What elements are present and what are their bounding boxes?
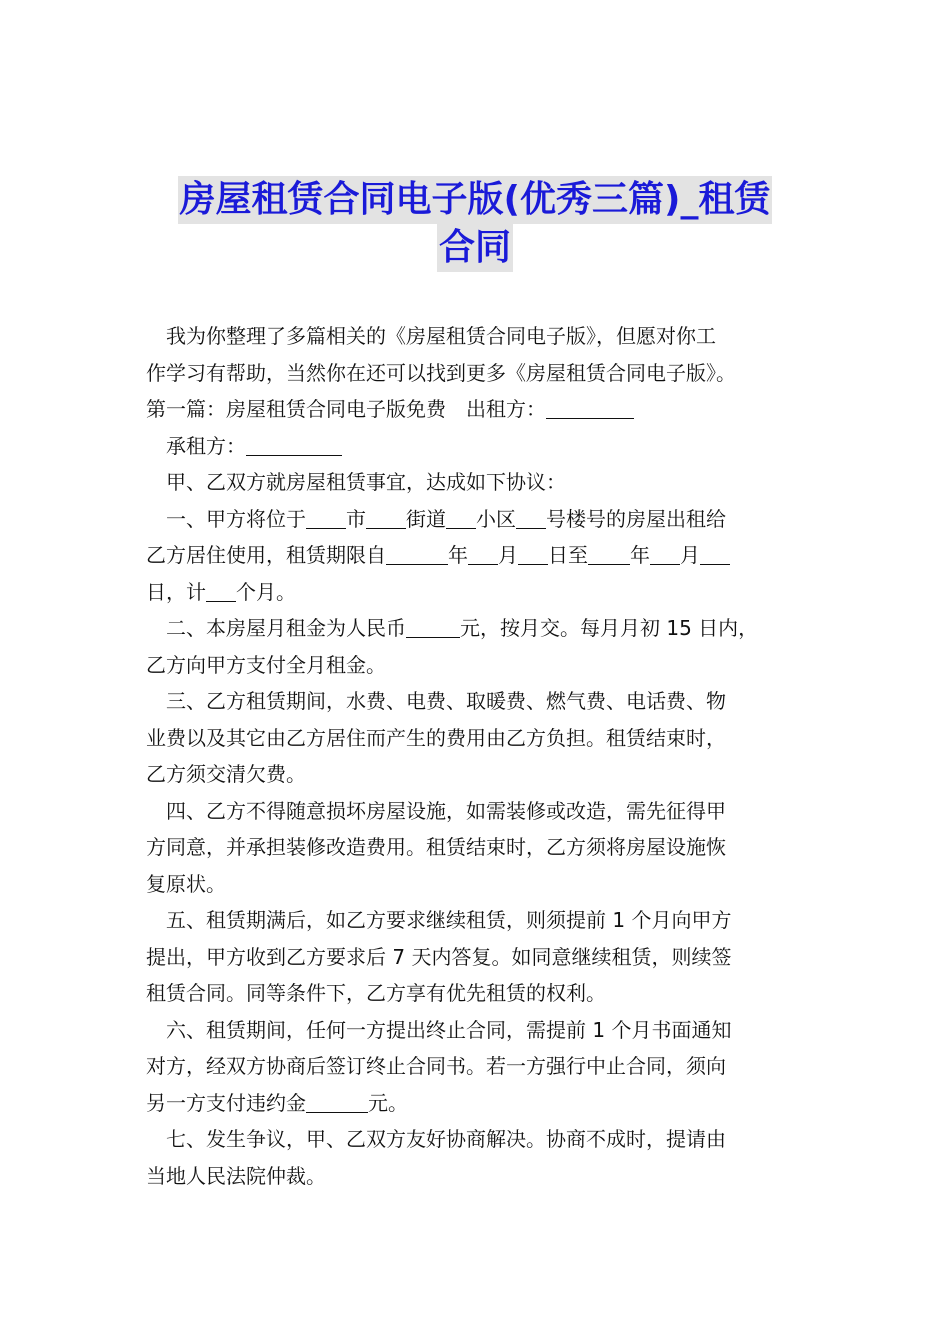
clause-1-text-i: 日至 [548,543,588,567]
months-blank[interactable] [206,579,236,602]
clause-2-line-2: 乙方向甲方支付全月租金。 [146,652,386,677]
clause-2-text-b: 元，按月交。每月月初 15 日内， [460,616,759,640]
clause-2-text-a: 二、本房屋月租金为人民币 [166,616,406,640]
tenant-label: 承租方： [166,433,246,458]
start-year-blank[interactable] [386,542,448,565]
clause-5-line-2: 提出，甲方收到乙方要求后 7 天内答复。如同意继续租赁，则续签 [146,944,732,969]
end-day-blank[interactable] [700,542,730,565]
clause-6-line-1: 六、租赁期间，任何一方提出终止合同，需提前 1 个月书面通知 [166,1017,732,1042]
building-blank[interactable] [516,506,546,529]
document-title [120,176,830,272]
lessor-blank[interactable] [546,396,634,419]
clause-1-text-a: 一、甲方将位于 [166,506,306,531]
clause-1-text-j: 年 [630,543,650,567]
clause-1-text-h: 月 [498,543,518,567]
clause-4-line-3: 复原状。 [146,871,226,896]
clause-6-text-b: 元。 [368,1090,408,1115]
clause-1-text-c: 街道 [406,506,446,531]
clause-1-text-b: 市 [346,506,366,531]
intro-line-3 [146,391,810,428]
clause-5-line-1: 五、租赁期满后，如乙方要求继续租赁，则须提前 1 个月向甲方 [166,908,732,932]
city-blank[interactable] [306,506,346,529]
start-month-blank[interactable] [468,542,498,565]
clause-3-line-3: 乙方须交清欠费。 [146,762,306,786]
clause-1-text-m: 个月。 [236,579,296,604]
start-day-blank[interactable] [518,542,548,565]
rent-blank[interactable] [406,615,460,638]
tenant-line [146,428,810,465]
clause-1-text-l: 日，计 [146,579,206,604]
intro-line-2: 作学习有帮助，当然你在还可以找到更多《房屋租赁合同电子版》。 [146,360,736,385]
clause-1-text-e: 号楼号的房屋出租给 [546,506,726,531]
end-year-blank[interactable] [588,542,630,565]
clause-6-line-2: 对方，经双方协商后签订终止合同书。若一方强行中止合同，须向 [146,1054,726,1078]
clause-7-line-1: 七、发生争议，甲、乙双方友好协商解决。协商不成时，提请由 [166,1127,726,1151]
clause-3-line-2: 业费以及其它由乙方居住而产生的费用由乙方负担。租赁结束时， [146,725,726,750]
clause-1-text-f: 乙方居住使用，租赁期限自 [146,543,386,567]
tenant-blank[interactable] [246,433,342,456]
clause-1-text-k: 月 [680,543,700,567]
document-body [146,318,810,1194]
clause-7-line-2: 当地人民法院仲裁。 [146,1163,326,1188]
district-blank[interactable] [446,506,476,529]
clause-2-line-1 [146,610,810,647]
intro-line-3-text: 第一篇：房屋租赁合同电子版免费 出租方： [146,397,546,421]
clause-1-line-3 [146,574,810,611]
clause-6-line-3 [146,1085,810,1122]
end-month-blank[interactable] [650,542,680,565]
clause-4-line-1: 四、乙方不得随意损坏房屋设施，如需装修或改造，需先征得甲 [166,798,726,823]
clause-6-text-a: 另一方支付违约金 [146,1090,306,1115]
clause-5-line-3: 租赁合同。同等条件下，乙方享有优先租赁的权利。 [146,981,606,1005]
clause-1-line-2 [146,537,810,574]
penalty-blank[interactable] [306,1090,368,1113]
clause-1-text-d: 小区 [476,506,516,531]
clause-1-line-1 [146,501,810,538]
clause-1-text-g: 年 [448,543,468,567]
street-blank[interactable] [366,506,406,529]
intro-line-1: 我为你整理了多篇相关的《房屋租赁合同电子版》，但愿对你工 [166,324,716,348]
clause-3-line-1: 三、乙方租赁期间，水费、电费、取暖费、燃气费、电话费、物 [166,689,726,713]
title-line-2: 合同 [437,224,513,272]
title-line-1: 房屋租赁合同电子版(优秀三篇)_租赁 [178,176,773,224]
agreement-line: 甲、乙双方就房屋租赁事宜，达成如下协议： [166,470,566,494]
clause-4-line-2: 方同意，并承担装修改造费用。租赁结束时，乙方须将房屋设施恢 [146,835,726,859]
